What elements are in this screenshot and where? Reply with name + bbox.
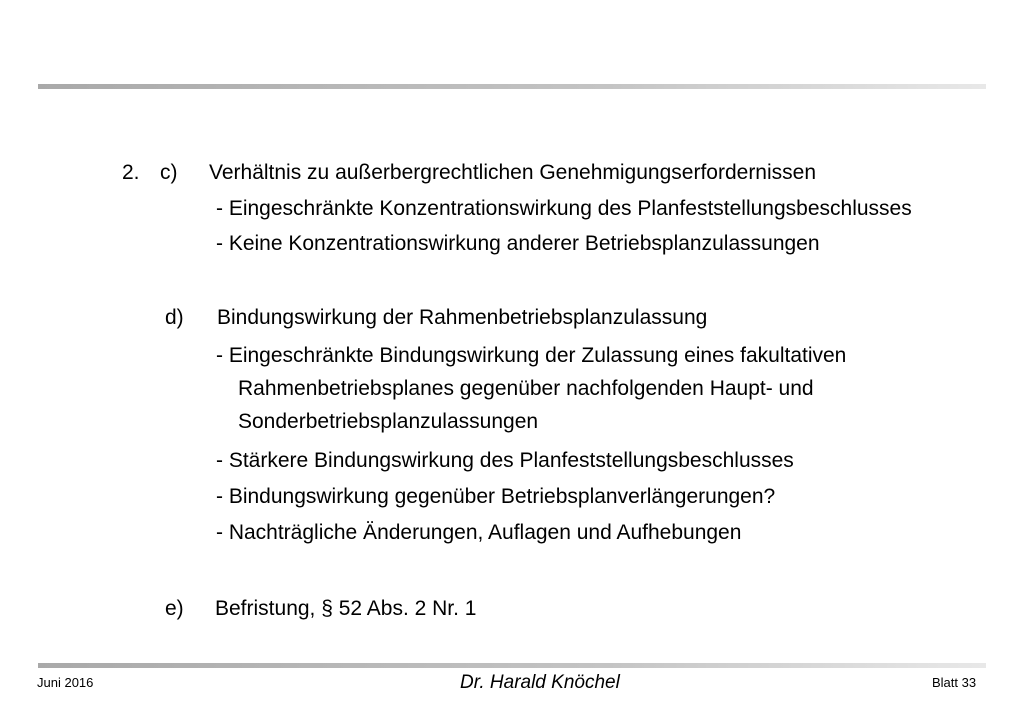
top-divider [38, 84, 986, 89]
section-c-letter: c) [160, 161, 178, 184]
section-d-letter: d) [165, 306, 184, 329]
section-c-bullet: - Keine Konzentrationswirkung anderer Betriebsplanzulassungen [216, 232, 820, 255]
section-d-bullet-continuation: Rahmenbetriebsplanes gegenüber nachfolgenden Haupt- und [238, 377, 814, 400]
section-d-bullet: - Eingeschränkte Bindungswirkung der Zulassung eines fakultativen [216, 344, 847, 367]
section-d-bullet-continuation: Sonderbetriebsplanzulassungen [238, 410, 539, 433]
section-e-letter: e) [165, 597, 184, 620]
section-d-bullet: - Stärkere Bindungswirkung des Planfeststellungsbeschlusses [216, 449, 794, 472]
footer-author: Dr. Harald Knöchel [460, 672, 620, 693]
footer-date: Juni 2016 [37, 675, 94, 690]
section-number: 2. [122, 161, 140, 184]
section-e-heading: Befristung, § 52 Abs. 2 Nr. 1 [215, 597, 477, 620]
section-c-bullet: - Eingeschränkte Konzentrationswirkung des Planfeststellungsbeschlusses [216, 197, 912, 220]
section-d-heading: Bindungswirkung der Rahmenbetriebsplanzulassung [217, 306, 708, 329]
section-d-bullet: - Nachträgliche Änderungen, Auflagen und Aufhebungen [216, 521, 742, 544]
section-d-bullet: - Bindungswirkung gegenüber Betriebsplanverlängerungen? [216, 485, 776, 508]
footer-page-number: Blatt 33 [932, 675, 977, 690]
section-c-heading: Verhältnis zu außerbergrechtlichen Genehmigungserfordernissen [209, 161, 817, 184]
bottom-divider [38, 663, 986, 668]
